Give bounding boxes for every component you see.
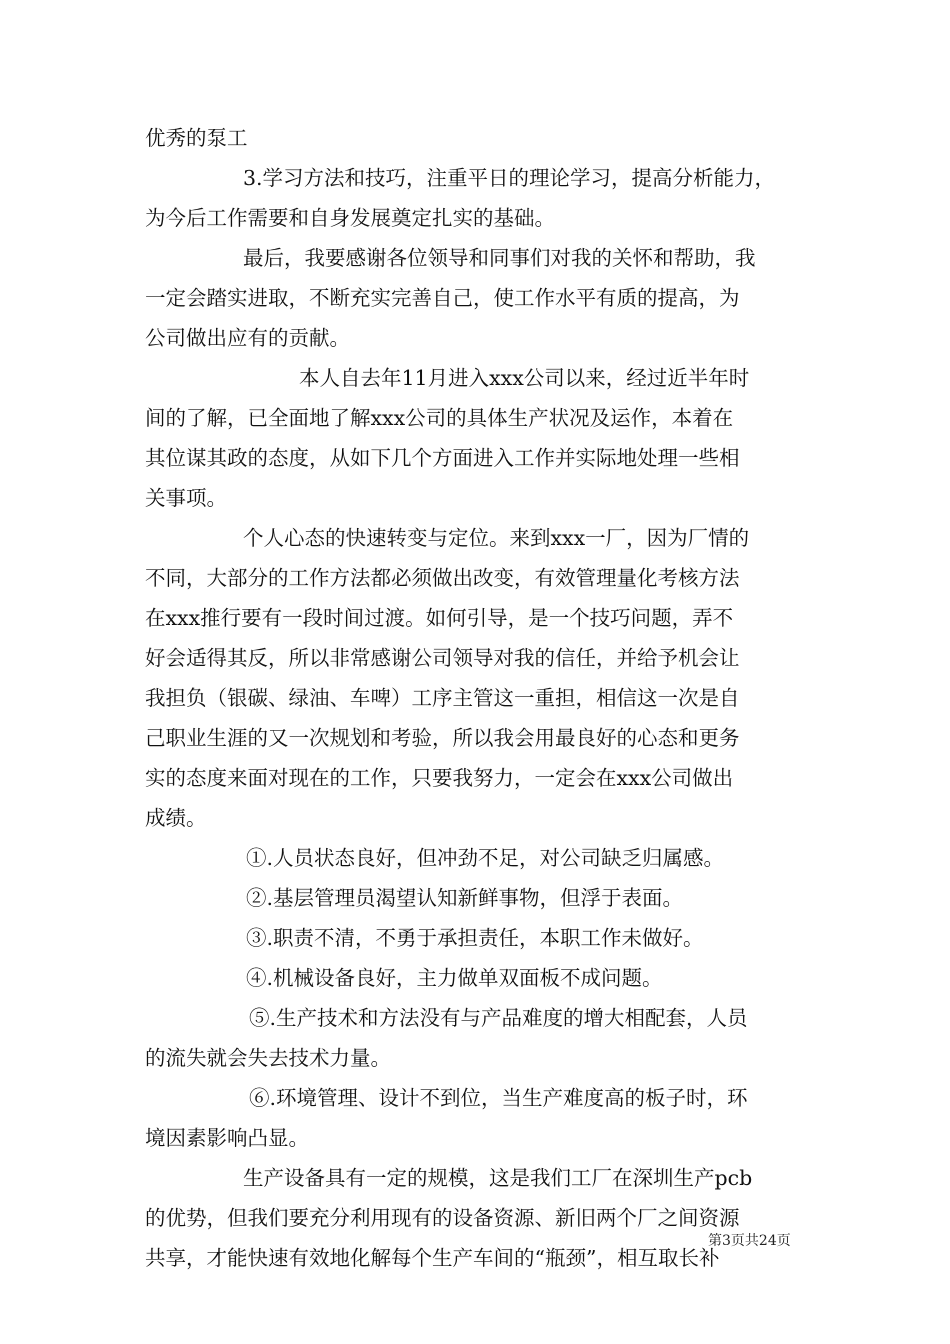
text-line: 己职业生涯的又一次规划和考验，所以我会用最良好的心态和更务 [145,726,740,750]
text-line: 好会适得其反，所以非常感谢公司领导对我的信任，并给予机会让 [145,646,740,670]
text-line: ①.人员状态良好，但冲劲不足，对公司缺乏归属感。 [246,846,725,870]
text-line: 3.学习方法和技巧，注重平日的理论学习，提高分析能力， [243,166,776,190]
document-body [145,118,810,1278]
text-line: ⑤.生产技术和方法没有与产品难度的增大相配套，人员 [249,1006,748,1030]
text-line: 不同，大部分的工作方法都必须做出改变，有效管理量化考核方法 [145,566,740,590]
text-line: 实的态度来面对现在的工作，只要我努力，一定会在xxx公司做出 [145,766,734,790]
text-line: 公司做出应有的贡献。 [145,326,350,350]
text-line: ④.机械设备良好，主力做单双面板不成问题。 [246,966,663,990]
text-line: 个人心态的快速转变与定位。来到xxx一厂，因为厂情的 [243,526,750,550]
text-line: ③.职责不清，不勇于承担责任，本职工作未做好。 [246,926,704,950]
page-number: 第3页共24页 [708,1233,791,1249]
text-line: 的流失就会失去技术力量。 [145,1046,391,1070]
text-line: 间的了解，已全面地了解xxx公司的具体生产状况及运作，本着在 [145,406,734,430]
text-line: 为今后工作需要和自身发展奠定扎实的基础。 [145,206,555,230]
text-line: 的优势，但我们要充分利用现有的设备资源、新旧两个厂之间资源 [145,1206,740,1230]
text-line: 关事项。 [145,486,227,510]
text-line: 其位谋其政的态度，从如下几个方面进入工作并实际地处理一些相 [145,446,740,470]
text-line: 最后，我要感谢各位领导和同事们对我的关怀和帮助，我 [243,246,756,270]
text-line: 生产设备具有一定的规模，这是我们工厂在深圳生产pcb [243,1166,753,1190]
text-line: 境因素影响凸显。 [145,1126,309,1150]
text-line: 本人自去年11月进入xxx公司以来，经过近半年时 [299,366,750,390]
text-line: ②.基层管理员渴望认知新鲜事物，但浮于表面。 [246,886,684,910]
text-line: 在xxx推行要有一段时间过渡。如何引导，是一个技巧问题，弄不 [145,606,734,630]
text-line: 一定会踏实进取，不断充实完善自己，使工作水平有质的提高，为 [145,286,740,310]
text-line: 我担负（银碳、绿油、车啤）工序主管这一重担，相信这一次是自 [145,686,740,710]
text-line: 优秀的泵工 [145,126,248,150]
text-line: 共享，才能快速有效地化解每个生产车间的“瓶颈”，相互取长补 [145,1246,720,1270]
text-line: 成绩。 [145,806,207,830]
text-line: ⑥.环境管理、设计不到位，当生产难度高的板子时，环 [249,1086,748,1110]
